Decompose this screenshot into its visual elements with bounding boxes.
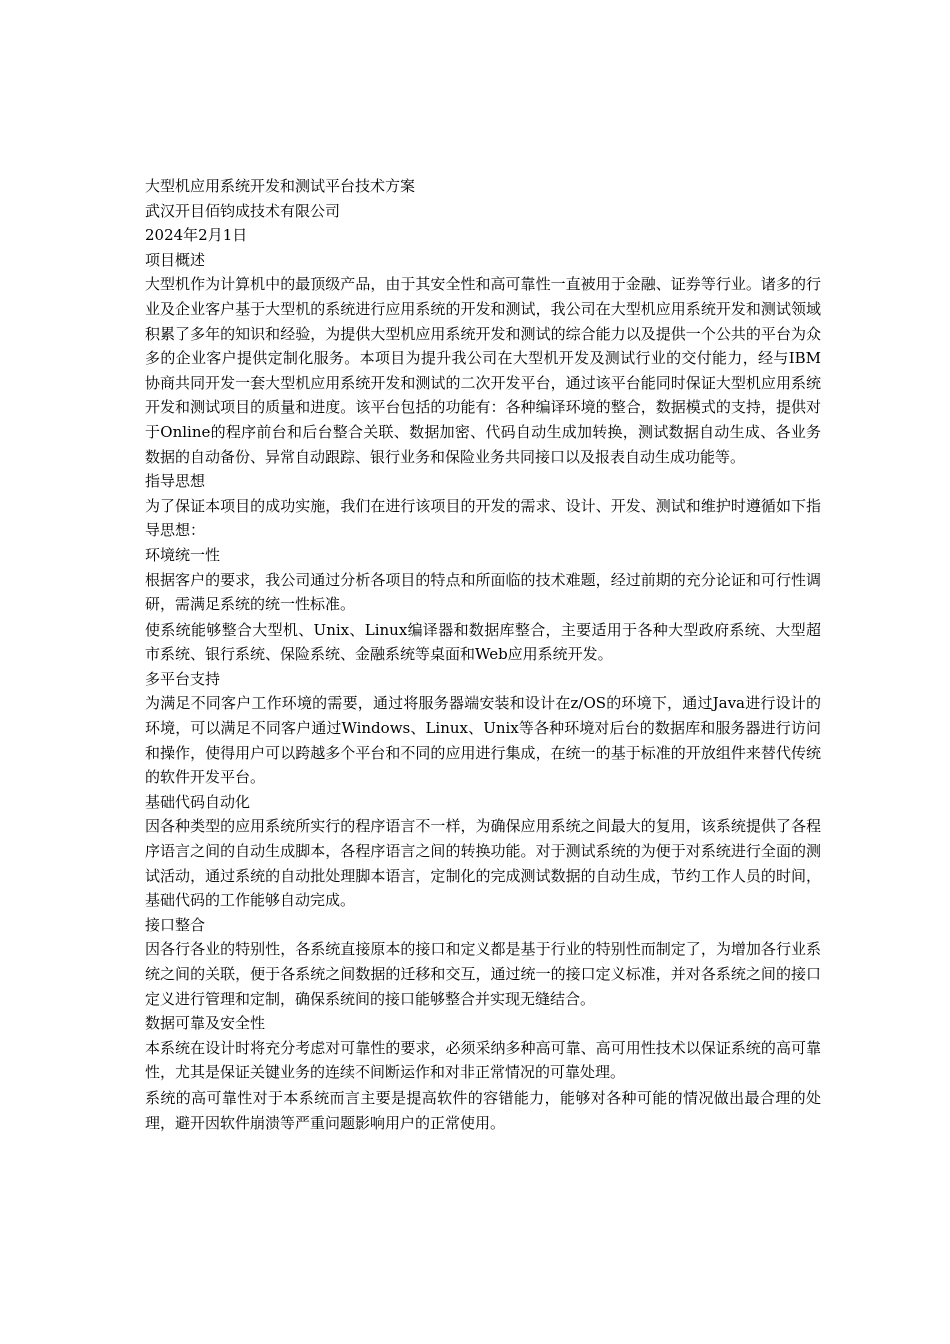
data-reliability-paragraph-2: 系统的高可靠性对于本系统而言主要是提高软件的容错能力，能够对各种可能的情况做出最合理的处理，避开因软件崩溃等严重问题影响用户的正常使用。 xyxy=(145,1088,821,1132)
data-reliability-paragraph-1: 本系统在设计时将充分考虑对可靠性的要求，必须采纳多种高可靠、高可用性技术以保证系统的高可靠性，尤其是保证关键业务的连续不间断运作和对非正常情况的可靠处理。 xyxy=(145,1038,821,1082)
section-heading-environment-consistency: 环境统一性 xyxy=(145,545,221,564)
document-date: 2024年2月1日 xyxy=(145,226,248,245)
section-heading-multi-platform: 多平台支持 xyxy=(145,669,221,688)
guiding-principles-paragraph: 为了保证本项目的成功实施，我们在进行该项目的开发的需求、设计、开发、测试和维护时遵循如下指导思想： xyxy=(145,496,821,540)
environment-consistency-paragraph-1: 根据客户的要求，我公司通过分析各项目的特点和所面临的技术难题，经过前期的充分论证和可行性调研，需满足系统的统一性标准。 xyxy=(145,570,821,614)
code-automation-paragraph: 因各种类型的应用系统所实行的程序语言不一样，为确保应用系统之间最大的复用，该系统提供了各程序语言之间的自动生成脚本，各程序语言之间的转换功能。对于测试系统的为便于对系统进行全面的测试活动，通过系统的自动批处理脚本语言，定制化的完成测试数据的自动生成，节约工作人员的时间，基础代码的工作能够自动完成。 xyxy=(145,817,821,910)
section-heading-data-reliability: 数据可靠及安全性 xyxy=(145,1014,266,1033)
environment-consistency-paragraph-2: 使系统能够整合大型机、Unix、Linux编译器和数据库整合，主要适用于各种大型政府系统、大型超市系统、银行系统、保险系统、金融系统等桌面和Web应用系统开发。 xyxy=(145,620,821,664)
document-title: 大型机应用系统开发和测试平台技术方案 xyxy=(145,177,416,195)
section-heading-interface-integration: 接口整合 xyxy=(145,915,206,934)
overview-paragraph: 大型机作为计算机中的最顶级产品，由于其安全性和高可靠性一直被用于金融、证券等行业。诸多的行业及企业客户基于大型机的系统进行应用系统的开发和测试，我公司在大型机应用系统开发和测试领域积累了多年的知识和经验，为提供大型机应用系统开发和测试的综合能力以及提供一个公共的平台为众多的企业客户提供定制化服务。本项目为提升我公司在大型机开发及测试行业的交付能力，经与IBM协商共同开发一套大型机应用系统开发和测试的二次开发平台，通过该平台能同时保证大型机应用系统开发和测试项目的质量和进度。该平台包括的功能有：各种编译环境的整合，数据模式的支持，提供对于Online的程序前台和后台整合关联、数据加密、代码自动生成加转换，测试数据自动生成、各业务数据的自动备份、异常自动跟踪、银行业务和保险业务共同接口以及报表自动生成功能等。 xyxy=(145,275,821,466)
interface-integration-paragraph: 因各行各业的特别性，各系统直接原本的接口和定义都是基于行业的特别性而制定了，为增加各行业系统之间的关联，便于各系统之间数据的迁移和交互，通过统一的接口定义标准，并对各系统之间的接口定义进行管理和定制，确保系统间的接口能够整合并实现无缝结合。 xyxy=(145,940,821,1008)
section-heading-overview: 项目概述 xyxy=(145,250,206,269)
section-heading-code-automation: 基础代码自动化 xyxy=(145,792,251,811)
document-page xyxy=(145,174,821,1135)
section-heading-guiding-principles: 指导思想 xyxy=(145,472,206,491)
multi-platform-paragraph: 为满足不同客户工作环境的需要，通过将服务器端安装和设计在z/OS的环境下，通过Java进行设计的环境，可以满足不同客户通过Windows、Linux、Unix等各种环境对后台的数据库和服务器进行访问和操作，使得用户可以跨越多个平台和不同的应用进行集成，在统一的基于标准的开放组件来替代传统的软件开发平台。 xyxy=(145,694,821,787)
company-name: 武汉开目佰钧成技术有限公司 xyxy=(145,201,341,220)
